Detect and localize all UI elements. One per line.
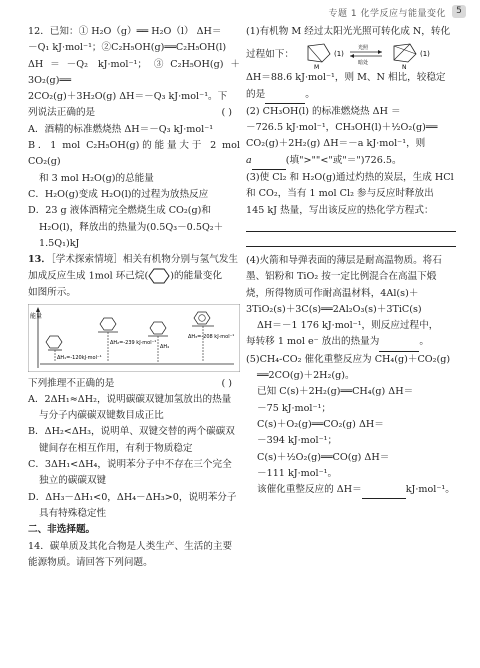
part4-text: 每转移 1 mol e⁻ 放出的热量为: [246, 336, 380, 348]
dh1-label: ΔH₁=-120kJ·mol⁻¹: [57, 354, 102, 361]
part3-line: 145 kJ 热量，写出该反应的热化学方程式：: [246, 204, 434, 216]
energy-diagram: [28, 304, 240, 372]
q14-line: 能源物质。请回答下列问题。: [28, 556, 153, 568]
question-12: [28, 24, 240, 252]
q13-option-d-cont: 具有特殊稳定性: [39, 507, 107, 519]
right-column: [246, 24, 462, 499]
part5-line: －394 kJ·mol⁻¹；: [257, 435, 338, 447]
question-13: [28, 252, 240, 522]
part-5: [246, 352, 462, 500]
energy-diagram-svg: [28, 304, 240, 372]
q12-line: 12．已知：① H₂O（g）══ H₂O（l） ΔH＝: [28, 26, 222, 37]
q12-option-d-cont: 1.5Q₁)kJ: [39, 237, 80, 249]
q12-option-d: D．23 g 液体酒精完全燃烧生成 CO₂(g)和: [28, 205, 211, 217]
part2-text: a: [246, 154, 252, 166]
q12-stem: 列说法正确的是: [28, 107, 96, 119]
question-14: [28, 539, 240, 572]
page-header: [0, 4, 480, 22]
part2-text: (填">""<"或"＝")726.5。: [285, 154, 402, 166]
part5-line: (5)CH₄-CO₂ 催化重整反应为 CH₄(g)＋CO₂(g): [246, 353, 451, 365]
dh4-label: ΔH₄: [160, 343, 170, 350]
part5-line: ══2CO(g)＋2H₂(g)。: [257, 370, 355, 382]
q12-line: 2CO₂(g)＋3H₂O(g) ΔH＝－Q₃ kJ·mol⁻¹。下: [28, 91, 228, 103]
molecule-m-icon: [308, 44, 330, 62]
part1-line: ΔH＝88.6 kJ·mol⁻¹，则 M、N 相比，较稳定: [246, 72, 446, 84]
part1-text: 。: [305, 88, 315, 100]
part2-line: CO₂(g)＋2H₂(g) ΔH＝－a kJ·mol⁻¹，则: [246, 138, 426, 150]
part4-text: 。: [419, 336, 429, 348]
part4-line: ΔH＝－1 176 kJ·mol⁻¹，则反应过程中，: [257, 320, 439, 332]
diagram-ylabel: 能量: [30, 312, 43, 320]
q12-option-a: A．酒精的标准燃烧热 ΔH＝－Q₃ kJ·mol⁻¹: [28, 123, 214, 135]
header-title: 专题 1 化学反应与能量变化: [328, 9, 446, 19]
part5-line: －111 kJ·mol⁻¹。: [257, 467, 338, 479]
part1-line: [246, 87, 462, 104]
answer-line[interactable]: [246, 246, 456, 247]
part1-text: 过程如下：: [246, 49, 294, 61]
answer-blank[interactable]: [265, 87, 305, 104]
arrow-bottom-label: 暗处: [358, 60, 369, 67]
answer-blank[interactable]: [252, 153, 286, 170]
cyclohexene-icon: [46, 336, 62, 348]
q13-line: 如图所示。: [28, 287, 76, 299]
q12-option-b-cont: 和 3 mol H₂O(g)的总能量: [39, 172, 154, 184]
part4-line: (4)火箭和导弹表面的薄层是耐高温物质。将石: [246, 254, 442, 266]
part1-text: 的是: [246, 88, 266, 100]
part5-line: 已知 C(s)＋2H₂(g)══CH₄(g) ΔH＝: [257, 386, 414, 398]
q13-option-c: C．3ΔH₁<ΔH₄，说明苯分子中不存在三个完全: [28, 459, 232, 471]
label-m: M: [314, 64, 320, 71]
arrow-top-label: 光照: [358, 45, 369, 52]
benzene-icon: [194, 312, 210, 324]
part1-line: (1)有机物 M 经过太阳光光照可转化成 N，转化: [246, 26, 451, 37]
q13-line: [28, 252, 240, 268]
q13-option-b-cont: 键间存在相互作用，有利于物质稳定: [39, 442, 193, 454]
part5-text: kJ·mol⁻¹。: [405, 484, 455, 496]
q13-line: [28, 268, 240, 285]
q13-text: 相关有机物分别与氢气发生: [122, 254, 239, 266]
q12-line: ΔH＝－Q₂ kJ·mol⁻¹；③C₂H₅OH(g)＋3O₂(g)══: [28, 58, 240, 86]
part3-line: 和 CO₂，当有 1 mol Cl₂ 参与反应时释放出: [246, 188, 434, 200]
part-3: [246, 170, 462, 247]
answer-line[interactable]: [246, 231, 456, 232]
answer-paren: ( ): [221, 377, 232, 389]
cyclohexadiene-icon: [100, 318, 116, 330]
part-2: [246, 104, 462, 170]
q13-option-a-cont: 与分子内碳碳双键数目成正比: [39, 410, 164, 422]
dh3-label: ΔH₃=-208 kJ·mol⁻¹: [188, 333, 235, 340]
q12-option-b: B．1 mol C₂H₅OH(g)的能量大于 2 mol CO₂(g): [28, 140, 240, 168]
q12-line: [28, 105, 240, 121]
answer-paren: ( ): [221, 107, 232, 119]
answer-blank[interactable]: [379, 334, 419, 351]
q13-number: 13．: [28, 254, 51, 266]
part3-line: (3)使 Cl₂ 和 H₂O(g)通过灼热的炭层，生成 HCl: [246, 172, 454, 184]
q12-line: －Q₁ kJ·mol⁻¹；②C₂H₅OH(g)══C₂H₅OH(l): [28, 42, 227, 54]
conjugated-diene-icon: [150, 322, 166, 334]
q14-line: 14．碳单质及其化合物是人类生产、生活的主要: [28, 540, 233, 552]
q13-option-d: D．ΔH₃－ΔH₁<0，ΔH₄－ΔH₃>0，说明苯分子: [28, 491, 237, 503]
cyclohexane-icon: [148, 268, 170, 284]
part4-line: 墨、铝粉和 TiO₂ 按一定比例混合在高温下煅: [246, 271, 437, 283]
q13-option-a: A．2ΔH₁≈ΔH₂，说明碳碳双键加氢放出的热量: [28, 393, 232, 405]
page-number: 5: [452, 5, 466, 18]
part-4: [246, 253, 462, 352]
q13-text: )的能量变化: [170, 270, 222, 282]
part2-line: [246, 153, 462, 170]
part5-line: [246, 482, 462, 499]
part-1: [246, 24, 462, 104]
mn-conversion: [246, 40, 462, 70]
q13-option-c-cont: 独立的碳碳双键: [39, 475, 107, 487]
part5-line: C(s)＋½O₂(g)══CO(g) ΔH＝: [257, 451, 390, 463]
q13-text: 加成反应生成 1mol 环己烷(: [28, 270, 149, 282]
label-n: N: [402, 64, 407, 71]
part2-line: －726.5 kJ·mol⁻¹，CH₃OH(l)＋½O₂(g)══: [246, 122, 438, 134]
q12-option-d-cont: H₂O(l)，释放出的热量为(0.5Q₃－0.5Q₂＋: [39, 221, 224, 233]
part4-line: [246, 334, 462, 351]
mn-scheme-svg: [302, 40, 462, 70]
part2-line: (2) CH₃OH(l) 的标准燃烧热 ΔH ＝: [246, 105, 401, 117]
part4-line: 3TiO₂(s)＋3C(s)══2Al₂O₃(s)＋3TiC(s): [246, 303, 422, 315]
section-heading: 二、非选择题。: [28, 524, 96, 536]
tag-n: (1): [420, 50, 430, 59]
part5-line: －75 kJ·mol⁻¹；: [257, 402, 332, 414]
q13-line: [28, 376, 240, 392]
part5-line: C(s)＋O₂(g)══CO₂(g) ΔH＝: [257, 418, 384, 430]
part5-text: 该催化重整反应的 ΔH＝: [257, 484, 362, 496]
q12-option-c: C．H₂O(g)变成 H₂O(l)的过程为放热反应: [28, 188, 209, 200]
left-column: [28, 24, 240, 571]
tag-m: (1): [334, 50, 344, 59]
q13-option-b: B．ΔH₂<ΔH₃，说明单、双键交替的两个碳碳双: [28, 426, 235, 438]
dh2-label: ΔH₂=-239 kJ·mol⁻¹: [110, 339, 157, 346]
q13-stem: 下列推理不正确的是: [28, 377, 115, 389]
answer-blank[interactable]: [362, 482, 406, 499]
context-tag: ［学术探索情境］: [50, 254, 123, 266]
part4-line: 烧，所得物质可作耐高温材料，4Al(s)＋: [246, 287, 419, 299]
